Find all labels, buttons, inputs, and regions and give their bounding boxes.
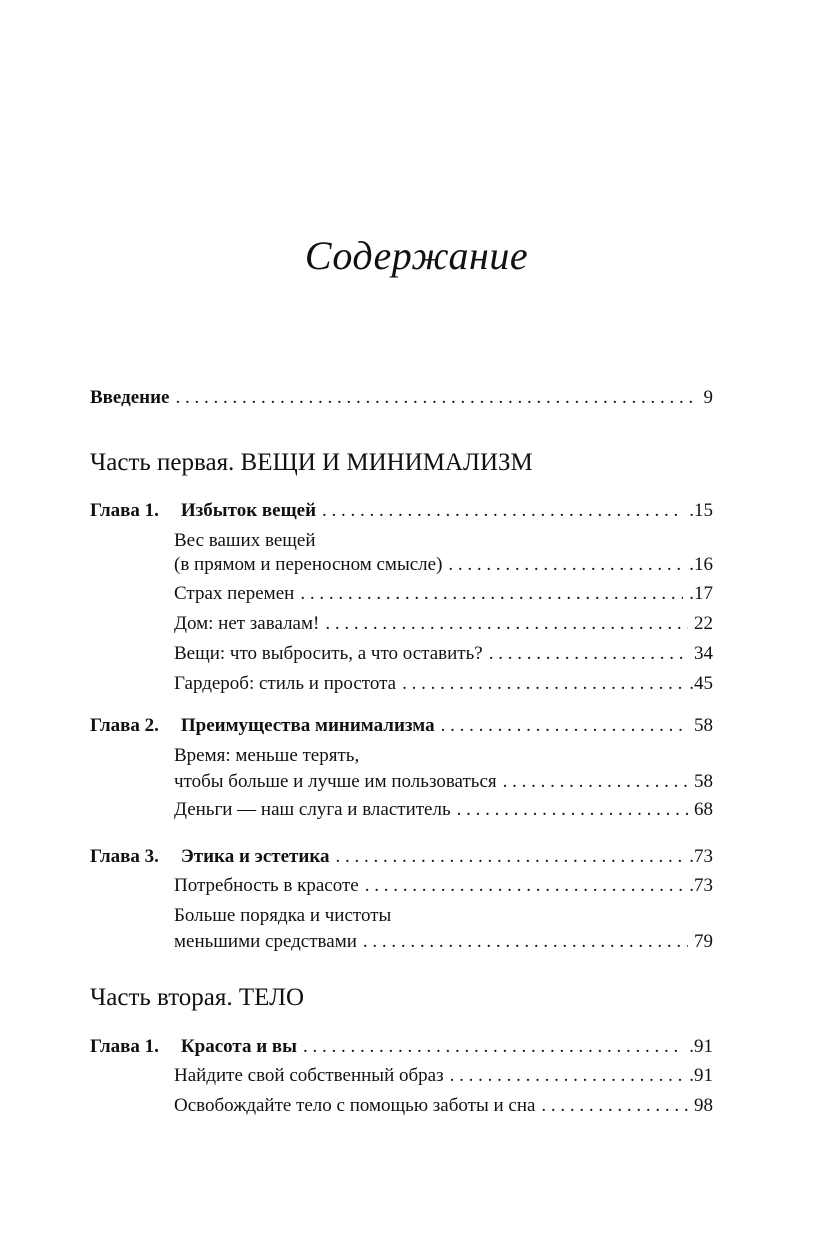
toc-entry-section[interactable]	[174, 553, 713, 577]
section-title: Найдите свой собственный образ	[174, 1065, 444, 1086]
toc-page-number: .73	[689, 875, 713, 896]
toc-entry-section[interactable]	[174, 770, 713, 794]
chapter-number: Глава 1.	[90, 1036, 159, 1057]
chapter-number: Глава 2.	[90, 715, 159, 736]
page-title: Содержание	[304, 233, 529, 278]
toc-entry-section[interactable]	[174, 672, 713, 696]
dot-leader	[300, 582, 683, 606]
dot-leader	[457, 798, 688, 822]
toc-entry-section[interactable]	[174, 642, 713, 666]
toc-page-number: 22	[694, 613, 713, 634]
toc-entry-section[interactable]	[174, 798, 713, 822]
toc-page-number: .15	[689, 500, 713, 521]
toc-entry-label: Введение	[90, 387, 170, 408]
toc-entry-chapter[interactable]	[90, 845, 713, 869]
section-title: чтобы больше и лучше им пользоваться	[174, 771, 497, 792]
chapter-title: Преимущества минимализма	[180, 715, 435, 736]
toc-entry-chapter[interactable]	[90, 1035, 713, 1059]
toc-page-number: 79	[694, 931, 713, 952]
dot-leader	[325, 612, 688, 636]
section-title: Страх перемен	[174, 583, 295, 604]
toc-entry-section[interactable]	[174, 582, 713, 606]
toc-page-number: .91	[689, 1065, 713, 1086]
toc-entry-section[interactable]	[174, 930, 713, 954]
section-title: Освобождайте тело с помощью заботы и сна	[174, 1095, 536, 1116]
toc-entry-section[interactable]	[174, 612, 713, 636]
toc-page-number: 34	[694, 643, 713, 664]
section-title: меньшими средствами	[174, 931, 357, 952]
dot-leader	[303, 1035, 683, 1059]
toc-page-number: 68	[694, 799, 713, 820]
chapter-number: Глава 1.	[90, 500, 159, 521]
section-title-line[interactable]: Время: меньше терять,	[174, 745, 360, 766]
dot-leader	[541, 1094, 688, 1118]
dot-leader	[402, 672, 683, 696]
dot-leader	[363, 930, 688, 954]
dot-leader	[448, 553, 683, 577]
section-title: Дом: нет завалам!	[174, 613, 320, 634]
dot-leader	[489, 642, 688, 666]
toc-page-number: .45	[689, 673, 713, 694]
toc-page-number: 98	[694, 1095, 713, 1116]
toc-entry-chapter[interactable]	[90, 499, 713, 523]
toc-entry-chapter[interactable]	[90, 714, 713, 738]
dot-leader	[176, 386, 698, 410]
section-title: Деньги — наш слуга и властитель	[174, 799, 451, 820]
toc-entry-section[interactable]	[174, 874, 713, 898]
toc-page-number: 58	[694, 771, 713, 792]
section-title: (в прямом и переносном смысле)	[174, 554, 443, 575]
toc-page-number: .91	[689, 1036, 713, 1057]
part-heading: Часть вторая. ТЕЛО	[90, 984, 305, 1011]
dot-leader	[365, 874, 684, 898]
dot-leader	[441, 714, 688, 738]
section-title: Потребность в красоте	[174, 875, 359, 896]
dot-leader	[336, 845, 684, 869]
toc-page-number: 58	[694, 715, 713, 736]
toc-entry-intro[interactable]	[90, 386, 713, 410]
toc-page-number: .73	[689, 846, 713, 867]
toc-page-number: 9	[703, 387, 713, 408]
chapter-title: Красота и вы	[180, 1036, 298, 1057]
part-heading: Часть первая. ВЕЩИ И МИНИМАЛИЗМ	[90, 449, 533, 476]
section-title: Гардероб: стиль и простота	[174, 673, 397, 694]
chapter-title: Избыток вещей	[180, 500, 317, 521]
toc-page-number: .17	[689, 583, 713, 604]
toc-entry-section[interactable]	[174, 1064, 713, 1088]
dot-leader	[450, 1064, 684, 1088]
dot-leader	[322, 499, 683, 523]
toc-page-number: .16	[689, 554, 713, 575]
dot-leader	[503, 770, 688, 794]
toc-entry-section[interactable]	[174, 1094, 713, 1118]
section-title: Вещи: что выбросить, а что оставить?	[174, 643, 483, 664]
section-title-line[interactable]: Больше порядка и чистоты	[174, 905, 392, 926]
section-title-line[interactable]: Вес ваших вещей	[174, 530, 316, 551]
chapter-title: Этика и эстетика	[180, 846, 330, 867]
chapter-number: Глава 3.	[90, 846, 159, 867]
